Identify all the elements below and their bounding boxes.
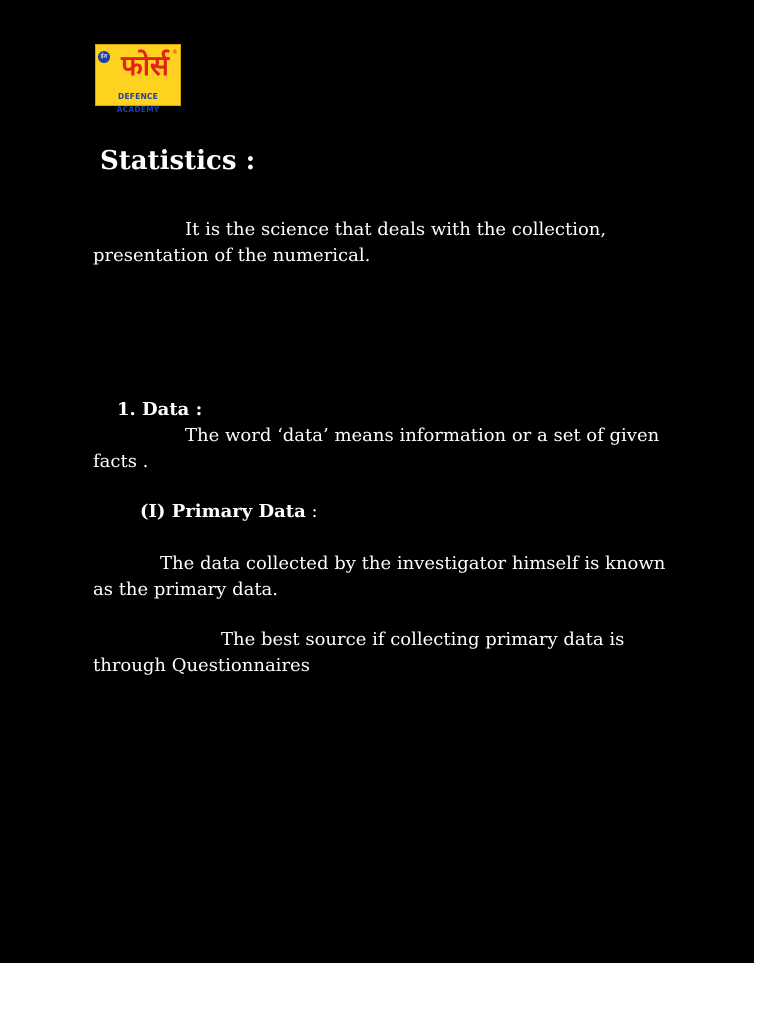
logo-subtitle: DEFENCE ACADEMY bbox=[97, 90, 179, 103]
subsection-heading-primary-data bbox=[140, 499, 318, 525]
primary-data-heading-colon: : bbox=[305, 501, 318, 522]
intro-paragraph: It is the science that deals with the collection, presentation of the numerical. bbox=[93, 219, 607, 266]
logo-brand-text: फोर्स bbox=[121, 49, 169, 82]
logo-registered-mark: ® bbox=[172, 49, 178, 56]
academy-logo bbox=[95, 44, 181, 114]
primary-data-paragraph: The data collected by the investigator himself is known as the primary data. bbox=[93, 553, 666, 600]
section-heading-data: 1. Data : bbox=[117, 399, 203, 420]
page-title: Statistics : bbox=[100, 146, 256, 176]
logo-emblem-icon: ईश bbox=[98, 51, 110, 63]
data-definition-paragraph: The word ‘data’ means information or a set of given facts . bbox=[93, 425, 660, 472]
questionnaire-paragraph: The best source if collecting primary data is through Questionnaires bbox=[93, 629, 625, 676]
primary-data-heading-text: (I) Primary Data bbox=[140, 501, 306, 522]
